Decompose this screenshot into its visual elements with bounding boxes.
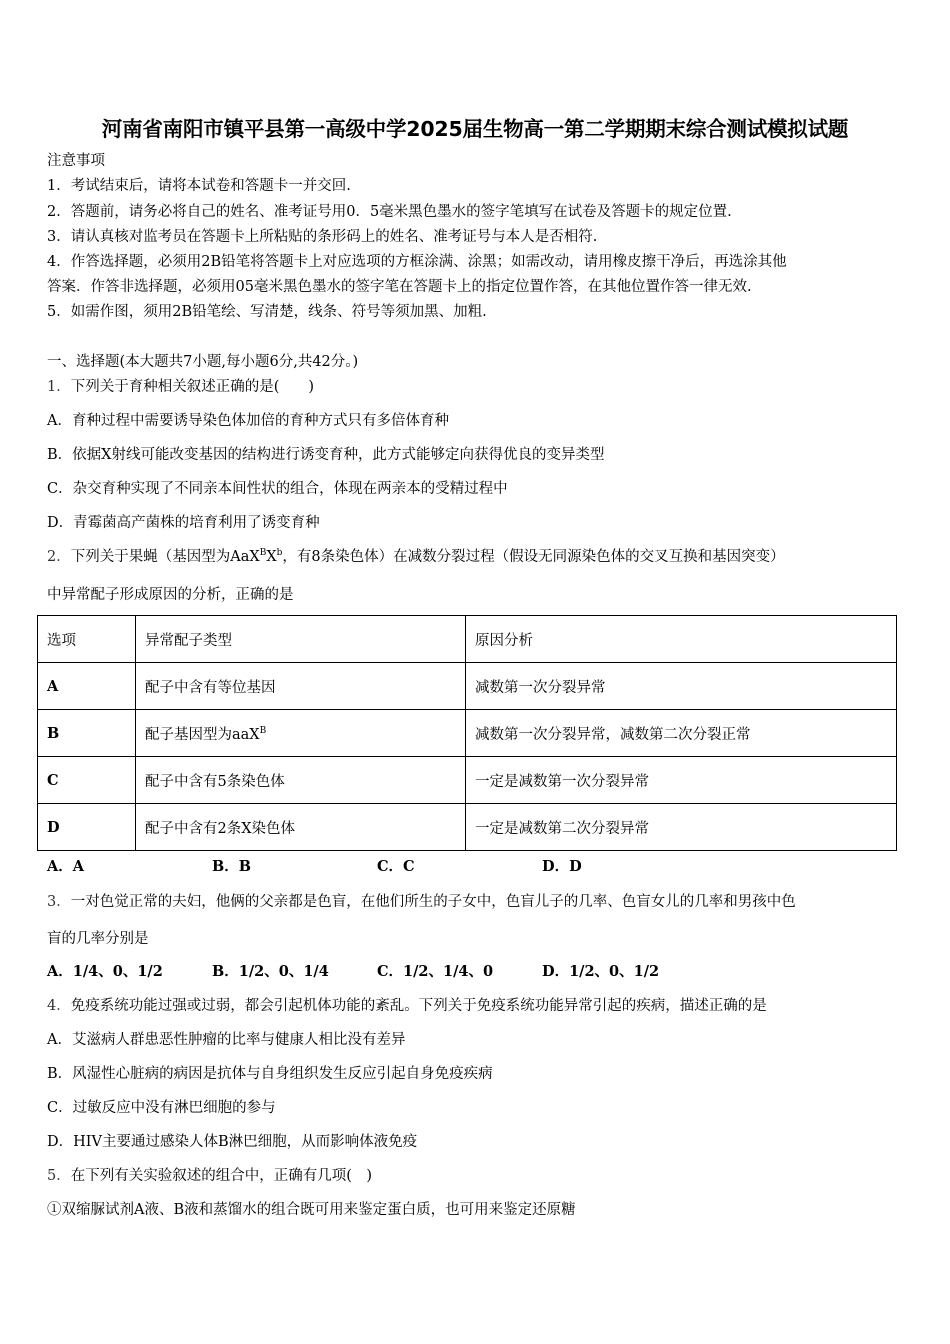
cell-text: 配子中含有等位基因 [145, 679, 276, 696]
notice-heading: 注意事项 [47, 153, 105, 169]
superscript: b [276, 548, 283, 558]
table-header-cell: 选项 [38, 616, 136, 663]
choice-a: A．1/4、0、1/2 [47, 963, 163, 980]
cell-text: 配子中含有5条染色体 [145, 773, 285, 790]
question-text: ，有8条染色体）在减数分裂过程（假设无同源染色体的交叉互换和基因突变） [282, 549, 785, 565]
exam-title: 河南省南阳市镇平县第一高级中学2025届生物高一第二学期期末综合测试模拟试题 [101, 117, 849, 141]
cell-text: 配子基因型为aaX [145, 726, 260, 743]
table-header-row [38, 616, 897, 663]
choice-d: D．D [542, 858, 582, 875]
question-text: 免疫系统功能过强或过弱，都会引起机体功能的紊乱。下列关于免疫系统功能异常引起的疾病，描述正确的是 [70, 998, 767, 1014]
notice-item: 2．答题前，请务必将自己的姓名、准考证号用0．5毫米黑色墨水的签字笔填写在试卷及答题卡的规定位置. [47, 204, 732, 220]
table-header-cell: 异常配子类型 [136, 616, 466, 663]
table-cell-reason: 一定是减数第一次分裂异常 [466, 757, 897, 804]
question-2-stem [47, 547, 785, 567]
question-text: 一对色觉正常的夫妇，他俩的父亲都是色盲，在他们所生的子女中，色盲儿子的几率、色盲女儿的几率和男孩中色 [70, 894, 796, 910]
question-number: 2． [47, 549, 71, 565]
superscript: B [259, 548, 267, 558]
question-4-option-a: A．艾滋病人群患恶性肿瘤的比率与健康人相比没有差异 [47, 1032, 406, 1048]
table-header-cell: 原因分析 [466, 616, 897, 663]
question-number: 1． [47, 379, 71, 395]
question-1-option-b: B．依据X射线可能改变基因的结构进行诱变育种，此方式能够定向获得优良的变异类型 [47, 447, 605, 463]
question-number: 4． [47, 998, 71, 1014]
notice-item: 5．如需作图，须用2B铅笔绘、写清楚，线条、符号等须加黑、加粗. [47, 304, 487, 320]
choice-c: C．1/2、1/4、0 [377, 963, 494, 980]
question-2-choices [47, 857, 582, 877]
analysis-table [37, 615, 897, 851]
question-text: 下列关于育种相关叙述正确的是( ) [70, 379, 315, 395]
question-3-stem [47, 892, 796, 912]
question-number: 3． [47, 894, 71, 910]
question-4-stem [47, 996, 767, 1016]
question-5-item-1: ①双缩脲试剂A液、B液和蒸馏水的组合既可用来鉴定蛋白质，也可用来鉴定还原糖 [47, 1202, 576, 1218]
table-cell-reason: 减数第一次分裂异常，减数第二次分裂正常 [466, 710, 897, 757]
question-1-option-a: A．育种过程中需要诱导染色体加倍的育种方式只有多倍体育种 [47, 413, 449, 429]
table-cell-option: C [38, 757, 136, 804]
table-cell-reason: 减数第一次分裂异常 [466, 663, 897, 710]
question-4-option-d: D．HIV主要通过感染人体B淋巴细胞，从而影响体液免疫 [47, 1134, 418, 1150]
question-text: 下列关于果蝇（基因型为AaX [70, 549, 260, 565]
question-text: X [266, 549, 277, 565]
question-number: 5． [47, 1168, 71, 1184]
notice-item: 答案．作答非选择题，必须用05毫米黑色墨水的签字笔在答题卡上的指定位置作答，在其他位置作答一律无效. [47, 279, 752, 295]
question-3-choices [47, 962, 659, 982]
question-4-option-b: B．风湿性心脏病的病因是抗体与自身组织发生反应引起自身免疫疾病 [47, 1066, 493, 1082]
table-row [38, 757, 897, 804]
superscript: B [259, 725, 267, 736]
table-cell-type [136, 710, 466, 757]
choice-b: B．B [212, 858, 252, 875]
table-cell-option: D [38, 804, 136, 851]
table-cell-option: A [38, 663, 136, 710]
notice-item: 1．考试结束后，请将本试卷和答题卡一并交回. [47, 178, 351, 194]
question-1-option-c: C．杂交育种实现了不同亲本间性状的组合，体现在两亲本的受精过程中 [47, 481, 508, 497]
question-2-stem-cont: 中异常配子形成原因的分析，正确的是 [47, 587, 294, 603]
question-1-option-d: D．青霉菌高产菌株的培育利用了诱变育种 [47, 515, 320, 531]
choice-b: B．1/2、0、1/4 [212, 963, 329, 980]
table-row [38, 663, 897, 710]
question-text: 在下列有关实验叙述的组合中，正确有几项( ) [70, 1168, 373, 1184]
question-3-stem-cont: 盲的几率分别是 [47, 931, 149, 947]
notice-item: 4．作答选择题，必须用2B铅笔将答题卡上对应选项的方框涂满、涂黑；如需改动，请用橡皮擦干净后，再选涂其他 [47, 254, 787, 270]
question-4-option-c: C．过敏反应中没有淋巴细胞的参与 [47, 1100, 276, 1116]
table-cell-type [136, 757, 466, 804]
notice-item: 3．请认真核对监考员在答题卡上所粘贴的条形码上的姓名、准考证号与本人是否相符. [47, 229, 598, 245]
choice-d: D．1/2、0、1/2 [542, 963, 660, 980]
question-5-stem [47, 1166, 372, 1186]
table-cell-option: B [38, 710, 136, 757]
cell-text: 配子中含有2条X染色体 [145, 820, 296, 837]
table-cell-type [136, 804, 466, 851]
table-cell-reason: 一定是减数第二次分裂异常 [466, 804, 897, 851]
table-row [38, 710, 897, 757]
choice-a: A．A [47, 858, 85, 875]
section-heading: 一、选择题(本大题共7小题,每小题6分,共42分。) [47, 354, 359, 370]
choice-c: C．C [377, 858, 415, 875]
question-1-stem [47, 377, 314, 397]
table-row [38, 804, 897, 851]
table-cell-type [136, 663, 466, 710]
